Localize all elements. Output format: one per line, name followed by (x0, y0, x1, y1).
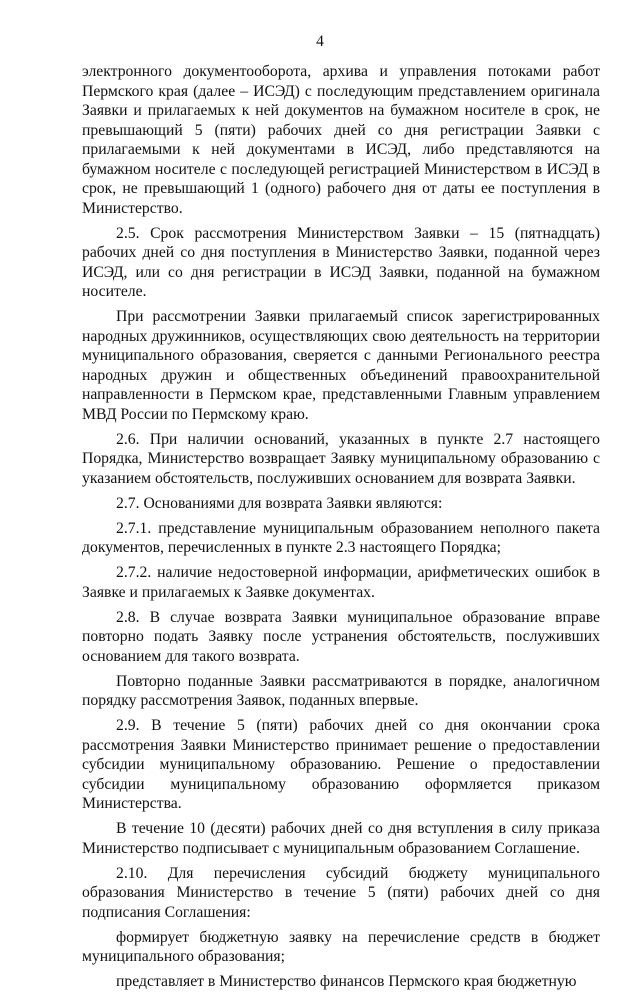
paragraph-finance-ministry: представляет в Министерство финансов Пермского края бюджетную (116, 973, 577, 990)
paragraph-review-list: При рассмотрении Заявки прилагаемый список зарегистрированных народных дружинников, осуществляющих свою деятельность на территории муниципального образования, сверяется с данными Регионального реестра народных дружин и общественных объединений правоохранительной направленности в Пермском крае, представленными Главным управлением МВД России по Пермскому краю. (82, 308, 600, 423)
paragraph-2-8: 2.8. В случае возврата Заявки муниципальное образование вправе повторно подать Заявку после устранения обстоятельств, послуживших основанием для такого возврата. (82, 608, 600, 665)
paragraph-2-5: 2.5. Срок рассмотрения Министерством Заявки – 15 (пятнадцать) рабочих дней со дня поступления в Министерство Заявки, поданной через ИСЭД, или со дня регистрации в ИСЭД Заявки, поданной на бумажном носителе. (82, 224, 600, 300)
page-number: 4 (316, 33, 324, 50)
document-body (82, 62, 600, 992)
paragraph-2-7-2: 2.7.2. наличие недостоверной информации, арифметических ошибок в Заявке и прилагаемых к Заявке документах. (82, 564, 600, 601)
paragraph-2-7: 2.7. Основаниями для возврата Заявки являются: (116, 494, 443, 512)
paragraph-resubmission: Повторно поданные Заявки рассматриваются в порядке, аналогичном порядку рассмотрения Заявок, поданных впервые. (82, 672, 600, 709)
paragraph-2-10: 2.10. Для перечисления субсидий бюджету муниципального образования Министерство в течение 5 (пяти) рабочих дней со дня подписания Соглашения: (82, 864, 600, 921)
paragraph-budget-request: формирует бюджетную заявку на перечисление средств в бюджет муниципального образования; (82, 928, 600, 965)
paragraph-continuation: электронного документооборота, архива и управления потоками работ Пермского края (далее – ИСЭД) с последующим представлением оригинала Заявки и прилагаемых к ней документов на бумажном носителе в срок, не превышающий 5 (пяти) рабочих дней со дня регистрации Заявки с прилагаемыми к ней документами в ИСЭД, либо представляются на бумажном носителе с последующей регистрацией Министерством в ИСЭД в срок, не превышающий 1 (одного) рабочего дня от даты ее поступления в Министерство. (82, 63, 600, 217)
paragraph-2-9: 2.9. В течение 5 (пяти) рабочих дней со дня окончании срока рассмотрения Заявки Министерство принимает решение о предоставлении субсидии муниципальному образованию. Решение о предоставлении субсидии муниципальному образованию оформляется приказом Министерства. (82, 717, 600, 812)
paragraph-2-7-1: 2.7.1. представление муниципальным образованием неполного пакета документов, перечисленных в пункте 2.3 настоящего Порядка; (82, 519, 600, 556)
paragraph-2-6: 2.6. При наличии оснований, указанных в пункте 2.7 настоящего Порядка, Министерство возвращает Заявку муниципальному образованию с указанием обстоятельств, послуживших основанием для возврата Заявки. (82, 430, 600, 487)
paragraph-agreement: В течение 10 (десяти) рабочих дней со дня вступления в силу приказа Министерство подписывает с муниципальным образованием Соглашение. (82, 820, 600, 857)
